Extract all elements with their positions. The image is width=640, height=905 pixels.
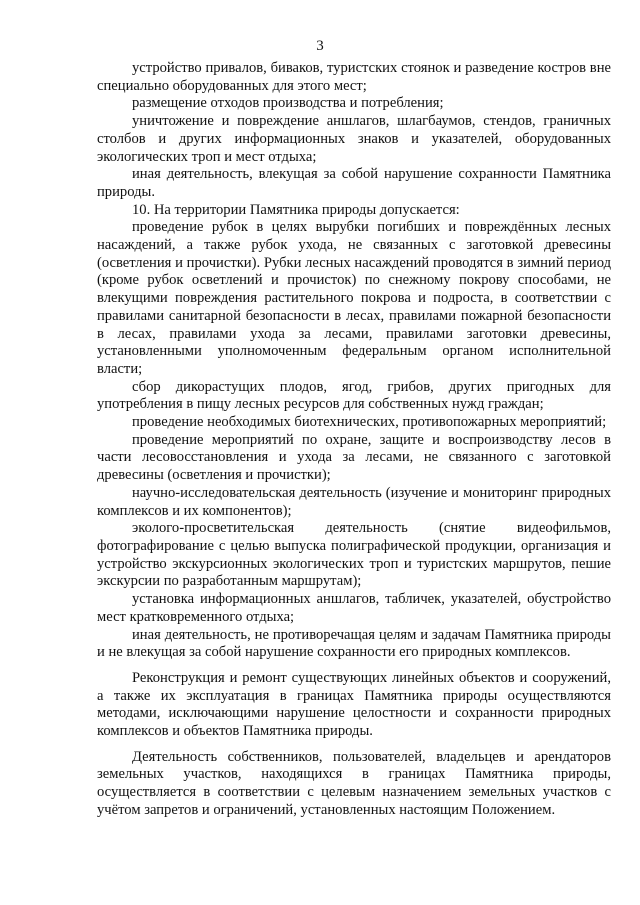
- paragraph: проведение необходимых биотехнических, противопожарных мероприятий;: [132, 414, 607, 431]
- paragraph: Деятельность собственников, пользователей, владельцев и арендаторов земельных участков, находящихся в границах Памятника природы, осуществляется в соответствии с целевым назначением земельных участков с учётом запретов и ограничений, установленных настоящим Положением.: [97, 748, 611, 818]
- document-body: [97, 60, 611, 820]
- paragraph: иная деятельность, влекущая за собой нарушение сохранности Памятника природы.: [97, 166, 611, 200]
- paragraph: Реконструкция и ремонт существующих линейных объектов и сооружений, а также их эксплуатация в границах Памятника природы осуществляются методами, исключающими нарушение целостности и сохранности природных комплексов и объектов Памятника природы.: [97, 669, 611, 740]
- paragraph: проведение рубок в целях вырубки погибших и повреждённых лесных насаждений, а также рубок ухода, не связанных с заготовкой древесины (осветления и прочистки). Рубки лесных насаждений проводятся в зимний период (кроме рубок осветлений и прочисток) по снежному покрову способами, не влекущими повреждения растительного покрова и подроста, в соответствии с правилами санитарной безопасности в лесах, правилами пожарной безопасности в лесах, правилами ухода за лесами, правилами заготовки древесины, установленными уполномоченным федеральным органом исполнительной власти;: [97, 219, 611, 377]
- page-number: 3: [316, 38, 324, 54]
- paragraph: сбор дикорастущих плодов, ягод, грибов, других пригодных для употребления в пищу лесных ресурсов для собственных нужд граждан;: [97, 378, 611, 413]
- paragraph: уничтожение и повреждение аншлагов, шлагбаумов, стендов, граничных столбов и других информационных знаков и указателей, оборудованных экологических троп и мест отдыха;: [97, 113, 611, 165]
- paragraph: устройство привалов, биваков, туристских стоянок и разведение костров вне специально оборудованных для этого мест;: [97, 60, 611, 94]
- paragraph: установка информационных аншлагов, табличек, указателей, обустройство мест кратковременного отдыха;: [97, 591, 611, 625]
- paragraph: проведение мероприятий по охране, защите и воспроизводству лесов в части лесовосстановления и ухода за лесами, не связанного с заготовкой древесины (осветления и прочистки);: [97, 431, 611, 484]
- section-heading: 10. На территории Памятника природы допускается:: [132, 201, 460, 218]
- paragraph: иная деятельность, не противоречащая целям и задачам Памятника природы и не влекущая за собой нарушение сохранности его природных комплексов.: [97, 626, 611, 661]
- paragraph: размещение отходов производства и потребления;: [132, 95, 444, 112]
- paragraph: научно-исследовательская деятельность (изучение и мониторинг природных комплексов и их компонентов);: [97, 484, 611, 519]
- paragraph: эколого-просветительская деятельность (снятие видеофильмов, фотографирование с целью выпуска полиграфической продукции, организация и устройство экскурсионных экологических троп и туристских маршрутов, пешие экскурсии по разработанным маршрутам);: [97, 520, 611, 590]
